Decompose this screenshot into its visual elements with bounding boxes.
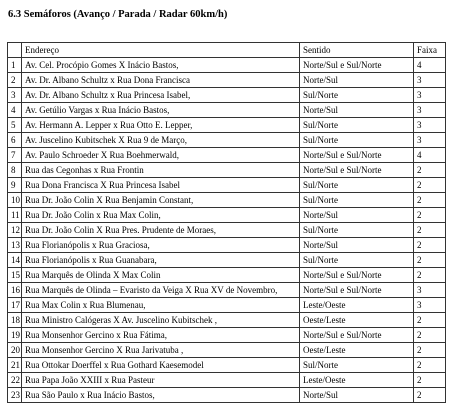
- row-number: 7: [8, 148, 22, 163]
- table-row: [8, 223, 446, 238]
- row-sentido: Sul/Norte: [300, 133, 414, 148]
- table-row: [8, 388, 446, 403]
- table-row: [8, 238, 446, 253]
- row-number: 4: [8, 103, 22, 118]
- table-row: [8, 253, 446, 268]
- header-faixa: Faixa: [414, 43, 446, 58]
- table-row: [8, 268, 446, 283]
- row-sentido: Oeste/Leste: [300, 313, 414, 328]
- row-number: 1: [8, 58, 22, 73]
- row-sentido: Sul/Norte: [300, 253, 414, 268]
- row-number: 14: [8, 253, 22, 268]
- row-sentido: Sul/Norte: [300, 358, 414, 373]
- row-endereco: Rua Marquês de Olinda – Evaristo da Veiga X Rua XV de Novembro,: [22, 283, 300, 298]
- table-row: [8, 148, 446, 163]
- row-faixa: 2: [414, 223, 446, 238]
- row-sentido: Norte/Sul: [300, 73, 414, 88]
- row-number: 2: [8, 73, 22, 88]
- row-faixa: 3: [414, 133, 446, 148]
- row-endereco: Av. Dr. Albano Schultz x Rua Princesa Isabel,: [22, 88, 300, 103]
- row-faixa: 3: [414, 298, 446, 313]
- row-endereco: Rua Ministro Calógeras X Av. Juscelino Kubitschek ,: [22, 313, 300, 328]
- row-number: 17: [8, 298, 22, 313]
- row-faixa: 2: [414, 208, 446, 223]
- row-number: 5: [8, 118, 22, 133]
- row-number: 18: [8, 313, 22, 328]
- row-sentido: Sul/Norte: [300, 88, 414, 103]
- row-endereco: Rua das Cegonhas x Rua Frontin: [22, 163, 300, 178]
- row-number: 11: [8, 208, 22, 223]
- row-endereco: Av. Getúlio Vargas x Rua Inácio Bastos,: [22, 103, 300, 118]
- row-sentido: Sul/Norte: [300, 193, 414, 208]
- row-faixa: 2: [414, 388, 446, 403]
- row-endereco: Rua São Paulo x Rua Inácio Bastos,: [22, 388, 300, 403]
- row-sentido: Sul/Norte: [300, 178, 414, 193]
- row-sentido: Norte/Sul: [300, 208, 414, 223]
- row-faixa: 2: [414, 343, 446, 358]
- row-faixa: 2: [414, 373, 446, 388]
- table-row: [8, 328, 446, 343]
- table-row: [8, 103, 446, 118]
- table-row: [8, 163, 446, 178]
- row-faixa: 3: [414, 283, 446, 298]
- row-sentido: Leste/Oeste: [300, 373, 414, 388]
- row-faixa: 2: [414, 358, 446, 373]
- table-row: [8, 73, 446, 88]
- row-faixa: 4: [414, 58, 446, 73]
- row-number: 13: [8, 238, 22, 253]
- row-endereco: Rua Dr. João Colin X Rua Benjamin Constant,: [22, 193, 300, 208]
- row-faixa: 2: [414, 163, 446, 178]
- table-row: [8, 313, 446, 328]
- header-number: [8, 43, 22, 58]
- row-sentido: Oeste/Leste: [300, 343, 414, 358]
- table-row: [8, 283, 446, 298]
- row-endereco: Rua Monsenhor Gercino X Rua Jarivatuba ,: [22, 343, 300, 358]
- row-endereco: Rua Florianópolis x Rua Graciosa,: [22, 238, 300, 253]
- table-row: [8, 208, 446, 223]
- row-number: 20: [8, 343, 22, 358]
- row-endereco: Rua Dr. João Colin X Rua Pres. Prudente de Moraes,: [22, 223, 300, 238]
- row-sentido: Norte/Sul: [300, 388, 414, 403]
- row-number: 22: [8, 373, 22, 388]
- table-row: [8, 118, 446, 133]
- row-sentido: Sul/Norte: [300, 118, 414, 133]
- row-faixa: 2: [414, 268, 446, 283]
- row-endereco: Rua Monsenhor Gercino x Rua Fátima,: [22, 328, 300, 343]
- row-endereco: Rua Max Colin x Rua Blumenau,: [22, 298, 300, 313]
- row-faixa: 2: [414, 253, 446, 268]
- row-endereco: Av. Dr. Albano Schultz x Rua Dona Francisca: [22, 73, 300, 88]
- row-faixa: 3: [414, 103, 446, 118]
- row-number: 16: [8, 283, 22, 298]
- table-header-row: [8, 43, 446, 58]
- row-faixa: 4: [414, 148, 446, 163]
- table-row: [8, 343, 446, 358]
- row-number: 10: [8, 193, 22, 208]
- row-faixa: 3: [414, 118, 446, 133]
- row-number: 3: [8, 88, 22, 103]
- row-endereco: Av. Juscelino Kubitschek X Rua 9 de Março,: [22, 133, 300, 148]
- section-heading: 6.3 Semáforos (Avanço / Parada / Radar 60km/h): [8, 9, 228, 20]
- row-faixa: 3: [414, 73, 446, 88]
- table-row: [8, 88, 446, 103]
- row-faixa: 2: [414, 313, 446, 328]
- table-row: [8, 193, 446, 208]
- row-sentido: Norte/Sul: [300, 238, 414, 253]
- table-row: [8, 178, 446, 193]
- row-number: 8: [8, 163, 22, 178]
- row-sentido: Norte/Sul e Sul/Norte: [300, 163, 414, 178]
- row-number: 19: [8, 328, 22, 343]
- row-endereco: Rua Dona Francisca X Rua Princesa Isabel: [22, 178, 300, 193]
- row-sentido: Norte/Sul e Sul/Norte: [300, 268, 414, 283]
- row-endereco: Rua Dr. João Colin x Rua Max Colin,: [22, 208, 300, 223]
- row-endereco: Av. Paulo Schroeder X Rua Boehmerwald,: [22, 148, 300, 163]
- table-row: [8, 358, 446, 373]
- table-row: [8, 133, 446, 148]
- row-sentido: Norte/Sul: [300, 103, 414, 118]
- row-number: 23: [8, 388, 22, 403]
- row-faixa: 2: [414, 178, 446, 193]
- header-endereco: Endereço: [22, 43, 300, 58]
- row-number: 6: [8, 133, 22, 148]
- header-sentido: Sentido: [300, 43, 414, 58]
- row-sentido: Leste/Oeste: [300, 298, 414, 313]
- row-sentido: Norte/Sul e Sul/Norte: [300, 58, 414, 73]
- row-endereco: Rua Papa João XXIII x Rua Pasteur: [22, 373, 300, 388]
- row-sentido: Norte/Sul e Sul/Norte: [300, 148, 414, 163]
- row-number: 15: [8, 268, 22, 283]
- row-endereco: Av. Cel. Procópio Gomes X Inácio Bastos,: [22, 58, 300, 73]
- row-faixa: 2: [414, 328, 446, 343]
- traffic-lights-table: [7, 42, 446, 403]
- row-number: 21: [8, 358, 22, 373]
- row-endereco: Av. Hermann A. Lepper x Rua Otto E. Lepper,: [22, 118, 300, 133]
- table-row: [8, 298, 446, 313]
- row-endereco: Rua Florianópolis x Rua Guanabara,: [22, 253, 300, 268]
- row-number: 9: [8, 178, 22, 193]
- row-sentido: Sul/Norte: [300, 223, 414, 238]
- row-faixa: 2: [414, 238, 446, 253]
- row-endereco: Rua Marquês de Olinda X Max Colin: [22, 268, 300, 283]
- row-endereco: Rua Ottokar Doerffel x Rua Gothard Kaesemodel: [22, 358, 300, 373]
- table-row: [8, 373, 446, 388]
- row-faixa: 3: [414, 88, 446, 103]
- row-sentido: Norte/Sul e Sul/Norte: [300, 328, 414, 343]
- row-number: 12: [8, 223, 22, 238]
- table-row: [8, 58, 446, 73]
- row-faixa: 2: [414, 193, 446, 208]
- row-sentido: Norte/Sul e Sul/Norte: [300, 283, 414, 298]
